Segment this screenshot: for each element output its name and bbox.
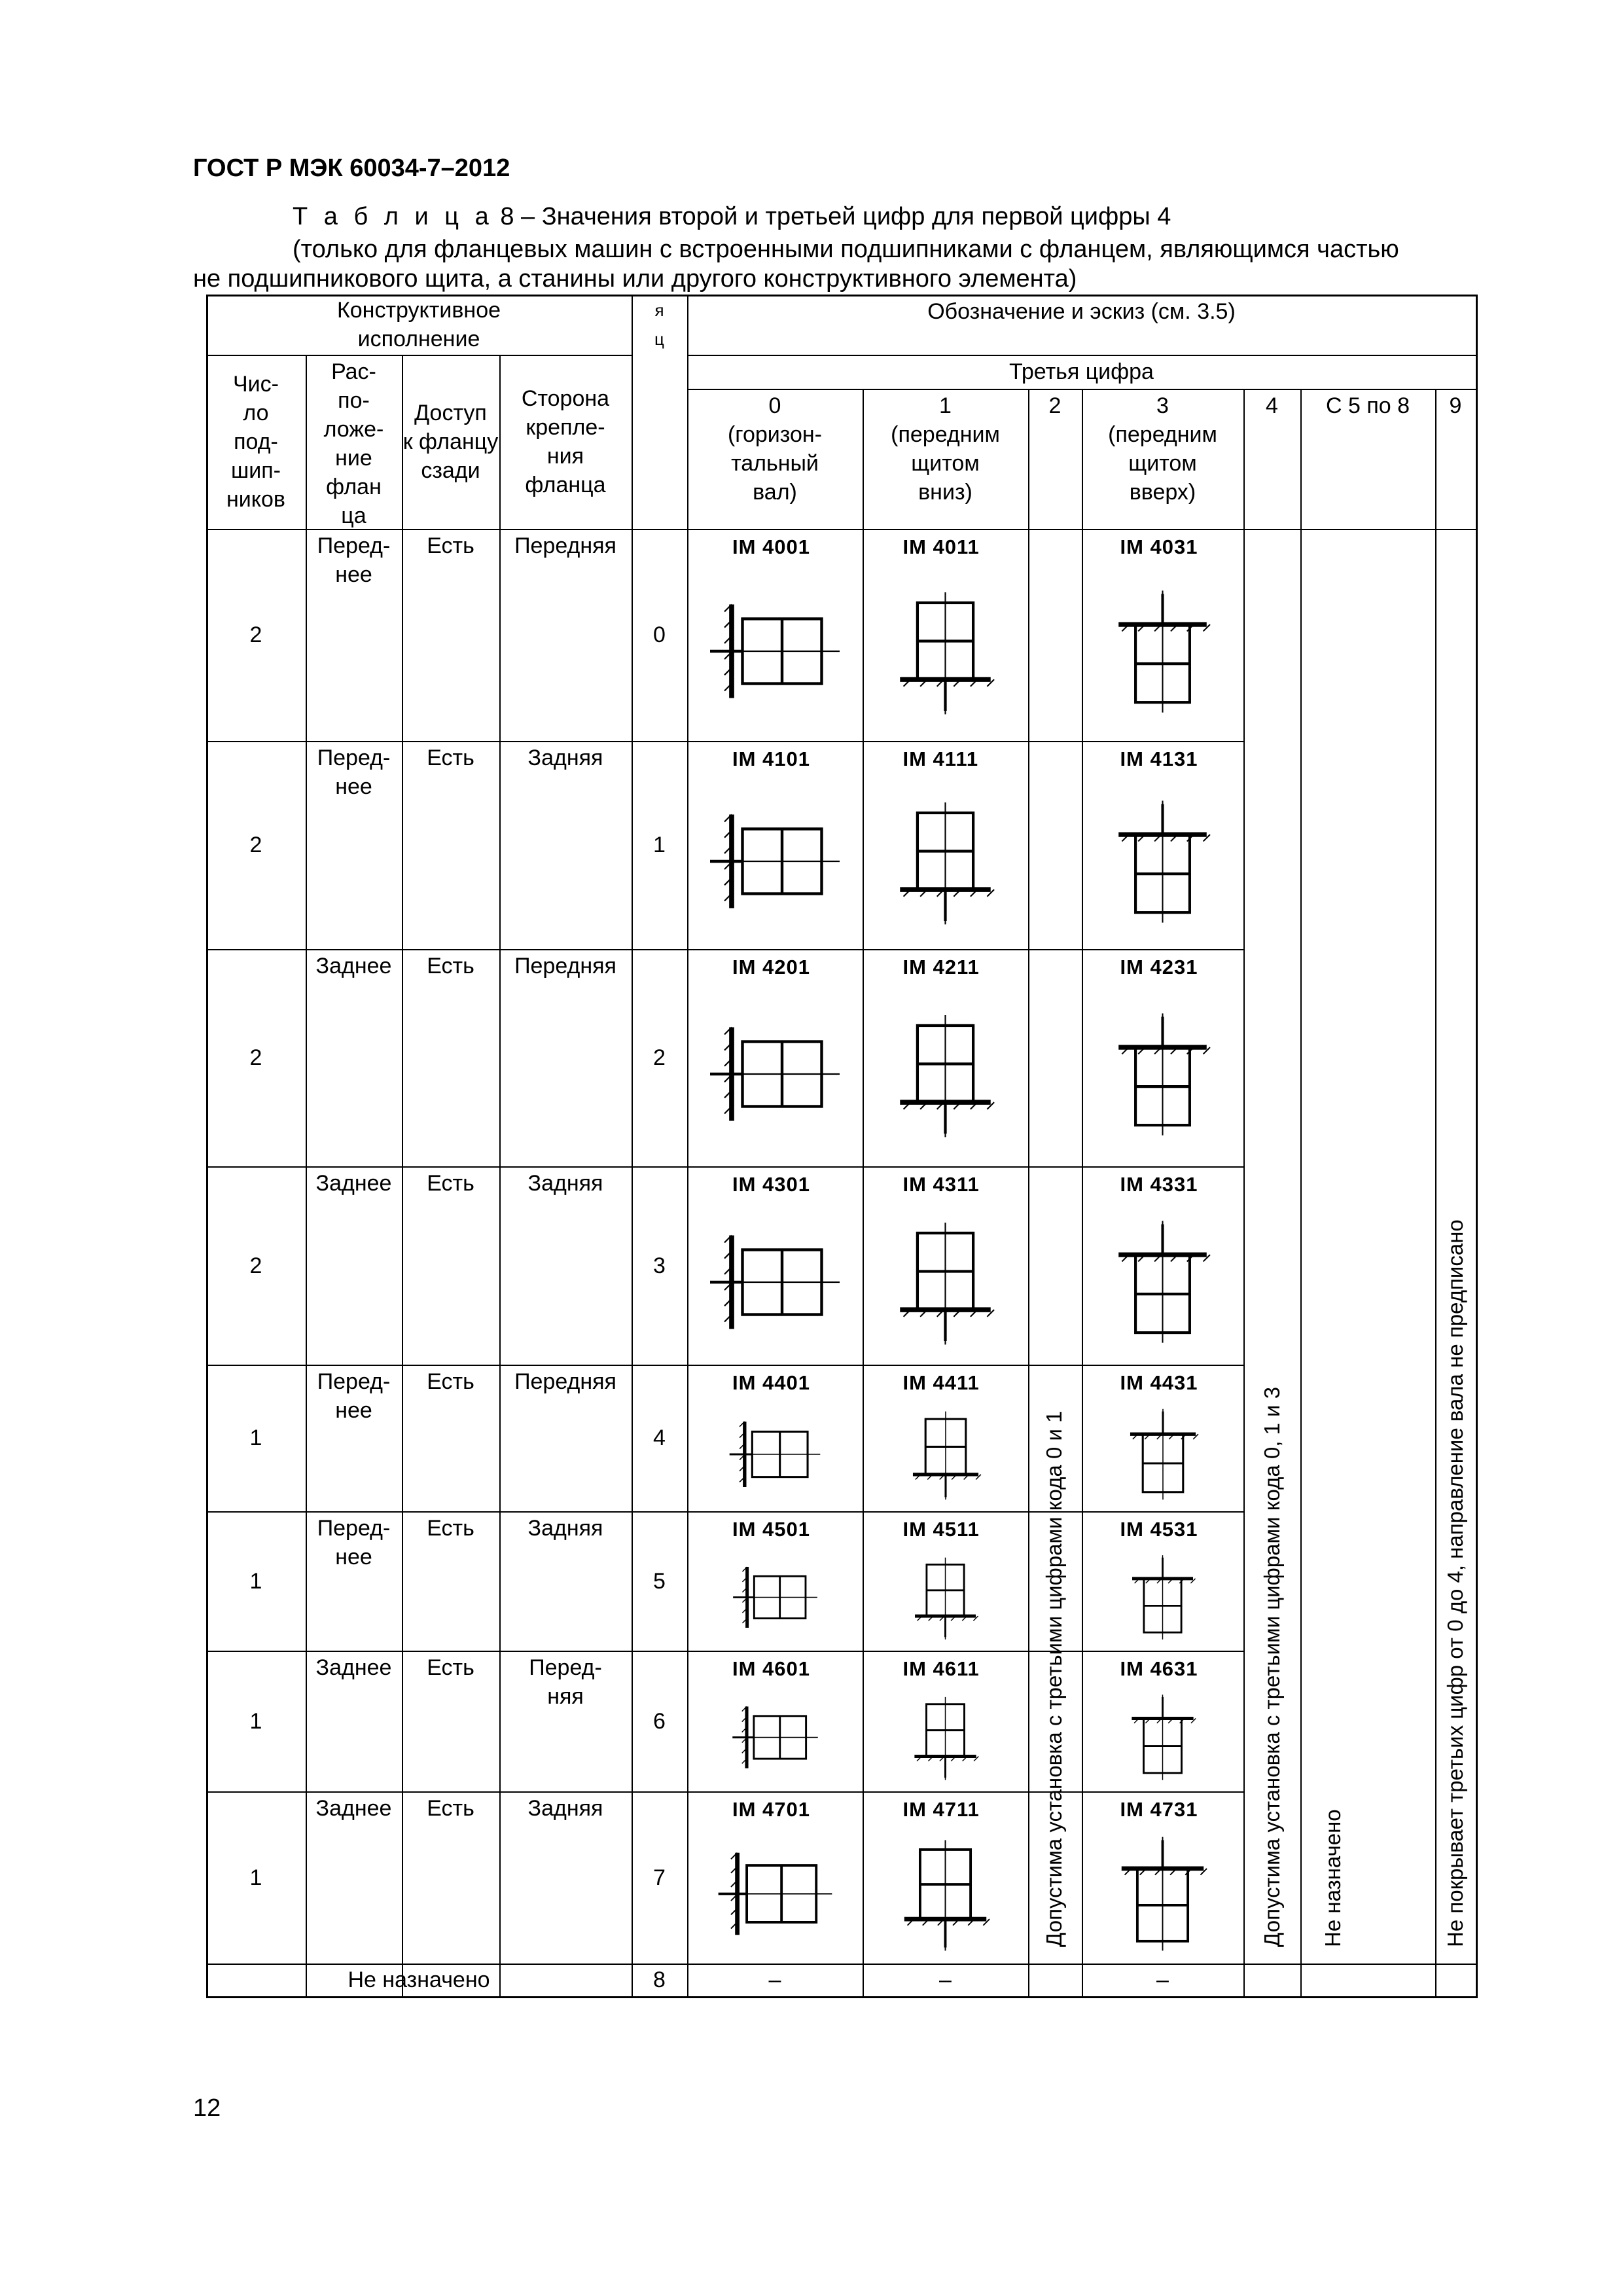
- row-4-im0-sketch: [724, 1404, 825, 1508]
- row-4-position: Перед- нее: [317, 1369, 391, 1423]
- row-0-side: Передняя: [514, 533, 616, 558]
- row-3-side: Задняя: [527, 1171, 603, 1196]
- row-1-im3-sketch: [1095, 794, 1230, 933]
- row-2-im0-code: IM 4201: [732, 956, 811, 978]
- row-0-im0-code: IM 4001: [732, 535, 811, 558]
- row-3-access: Есть: [427, 1171, 474, 1196]
- row-2-im1-code: IM 4211: [902, 956, 980, 978]
- third-digit-2: 2: [1048, 393, 1061, 418]
- header-flange-side: Сторона крепле- ния фланца: [521, 386, 610, 497]
- row-3-bearings: 2: [249, 1253, 262, 1278]
- table-rule: [1082, 1651, 1243, 1652]
- row-6-access: Есть: [427, 1655, 474, 1680]
- row-0-im3-sketch: [1095, 584, 1230, 723]
- note-col-9: Не покрывает третьих цифр от 0 до 4, направление вала не предписано: [1443, 1219, 1467, 1947]
- row-0-im1-sketch: [876, 582, 1015, 725]
- row-5-im0-sketch: [728, 1551, 822, 1647]
- row-5-access: Есть: [427, 1516, 474, 1541]
- row-1-side: Задняя: [527, 745, 603, 770]
- table-rule: [687, 295, 688, 1996]
- footer-dash-1: –: [939, 1967, 952, 1992]
- table-rule: [1300, 389, 1302, 1996]
- row-5-digit: 5: [653, 1568, 666, 1594]
- row-7-access: Есть: [427, 1796, 474, 1821]
- row-1-im3-code: IM 4131: [1120, 747, 1198, 770]
- table-rule: [1435, 389, 1436, 1996]
- row-1-position: Перед- нее: [317, 745, 391, 799]
- row-6-position: Заднее: [315, 1655, 392, 1680]
- row-4-access: Есть: [427, 1369, 474, 1394]
- caption-title: 8 – Значения второй и третьей цифр для первой цифры 4: [500, 203, 1171, 230]
- row-1-digit: 1: [653, 833, 666, 857]
- row-3-im0-sketch: [703, 1210, 847, 1357]
- row-7-digit: 7: [653, 1865, 666, 1890]
- caption-line-3: не подшипникового щита, а станины или другого конструктивного элемента): [193, 265, 1077, 293]
- row-6-im3-code: IM 4631: [1120, 1657, 1198, 1680]
- table-rule: [1028, 389, 1029, 1996]
- row-1-im0-sketch: [703, 789, 847, 937]
- row-3-im1-sketch: [876, 1212, 1015, 1355]
- row-4-bearings: 1: [249, 1426, 262, 1450]
- note-col-2: Допустима установка с третьими цифрами кода 0 и 1: [1042, 1410, 1066, 1947]
- row-0-position: Перед- нее: [317, 533, 391, 587]
- table-bottom-rule: [206, 1996, 1476, 1998]
- row-2-im0-sketch: [703, 1002, 847, 1149]
- row-0-bearings: 2: [249, 622, 262, 647]
- note-col-4: Допустима установка с третьими цифрами кода 0, 1 и 3: [1260, 1386, 1284, 1947]
- row-5-im0-code: IM 4501: [732, 1518, 811, 1541]
- row-7-im3-code: IM 4731: [1120, 1798, 1198, 1821]
- third-digit-4: 4: [1266, 393, 1278, 418]
- row-6-im3-sketch: [1115, 1690, 1210, 1788]
- row-6-im0-code: IM 4601: [732, 1657, 811, 1680]
- row-3-im0-code: IM 4301: [732, 1173, 811, 1196]
- row-5-bearings: 1: [249, 1568, 262, 1594]
- row-0-im3-code: IM 4031: [1120, 535, 1198, 558]
- row-1-im1-sketch: [876, 792, 1015, 935]
- row-6-digit: 6: [653, 1708, 666, 1734]
- row-7-im0-sketch: [712, 1831, 838, 1960]
- row-7-side: Задняя: [527, 1796, 603, 1821]
- caption-label: Т а б л и ц а: [293, 203, 493, 230]
- row-4-im1-sketch: [895, 1404, 996, 1508]
- row-2-im3-sketch: [1095, 1007, 1230, 1145]
- row-6-side: Перед- няя: [529, 1655, 602, 1709]
- row-7-im1-code: IM 4711: [902, 1798, 980, 1821]
- row-3-digit: 3: [653, 1253, 666, 1278]
- row-3-im3-sketch: [1095, 1214, 1230, 1353]
- table-rule: [1082, 1511, 1243, 1513]
- row-2-im1-sketch: [876, 1005, 1015, 1147]
- row-4-im1-code: IM 4411: [902, 1371, 980, 1394]
- third-digit-0: 0 (горизон- тальный вал): [727, 393, 822, 505]
- row-6-bearings: 1: [249, 1708, 262, 1734]
- document-header: ГОСТ Р МЭК 60034-7–2012: [193, 154, 510, 182]
- row-0-im0-sketch: [703, 579, 847, 726]
- row-3-im3-code: IM 4331: [1120, 1173, 1198, 1196]
- third-digit-5: С 5 по 8: [1325, 393, 1410, 418]
- third-digit-6: 9: [1449, 393, 1462, 418]
- row-4-digit: 4: [653, 1426, 666, 1450]
- row-3-im1-code: IM 4311: [902, 1173, 980, 1196]
- third-digit-3: 3 (передним щитом вверх): [1108, 393, 1217, 505]
- caption-line-2: (только для фланцевых машин с встроенными подшипниками с фланцем, являющимся частью: [293, 236, 1399, 263]
- row-3-position: Заднее: [315, 1171, 392, 1196]
- row-6-im0-sketch: [728, 1690, 823, 1788]
- third-digit-1: 1 (передним щитом вниз): [891, 393, 1000, 505]
- row-5-side: Задняя: [527, 1516, 603, 1541]
- row-5-im3-sketch: [1116, 1551, 1209, 1647]
- row-1-bearings: 2: [249, 833, 262, 857]
- row-4-im3-code: IM 4431: [1120, 1371, 1198, 1394]
- row-5-im1-code: IM 4511: [902, 1518, 980, 1541]
- header-second-digit: я ц: [654, 300, 664, 349]
- row-4-im3-sketch: [1113, 1404, 1213, 1508]
- row-1-access: Есть: [427, 745, 474, 770]
- row-6-im1-sketch: [898, 1690, 993, 1788]
- row-7-bearings: 1: [249, 1865, 262, 1890]
- header-third-digit: Третья цифра: [1009, 359, 1154, 384]
- table-rule: [1243, 389, 1245, 1996]
- table-rule: [1082, 1791, 1243, 1793]
- row-4-im0-code: IM 4401: [732, 1371, 811, 1394]
- row-2-bearings: 2: [249, 1045, 262, 1070]
- note-col-5-8: Не назначено: [1321, 1809, 1345, 1947]
- footer-dash-3: –: [1156, 1967, 1169, 1992]
- row-1-im0-code: IM 4101: [732, 747, 811, 770]
- header-access: Доступ к фланцу сзади: [402, 401, 499, 483]
- row-1-im1-code: IM 4111: [902, 747, 979, 770]
- header-design: Конструктивное исполнение: [336, 298, 501, 351]
- header-designation: Обозначение и эскиз (см. 3.5): [927, 299, 1236, 324]
- row-2-position: Заднее: [315, 954, 392, 978]
- row-6-im1-code: IM 4611: [902, 1657, 980, 1680]
- table-rule: [1082, 949, 1243, 950]
- row-7-im0-code: IM 4701: [732, 1798, 811, 1821]
- row-0-im1-code: IM 4011: [902, 535, 980, 558]
- row-0-digit: 0: [653, 622, 666, 647]
- row-7-position: Заднее: [315, 1796, 392, 1821]
- footer-label: Не назначено: [348, 1967, 490, 1992]
- row-7-im3-sketch: [1099, 1831, 1226, 1960]
- row-0-access: Есть: [427, 533, 474, 558]
- row-5-position: Перед- нее: [317, 1516, 391, 1570]
- table-rule: [1082, 741, 1243, 742]
- table-rule: [1082, 1365, 1243, 1366]
- table-rule: [1082, 389, 1083, 1996]
- row-4-side: Передняя: [514, 1369, 616, 1394]
- row-2-side: Передняя: [514, 954, 616, 978]
- footer-digit: 8: [653, 1967, 666, 1992]
- table-rule: [1082, 1166, 1243, 1168]
- header-flange-position: Рас- по- ложе- ние флан ца: [323, 359, 384, 528]
- row-5-im3-code: IM 4531: [1120, 1518, 1198, 1541]
- header-bearings: Чис- ло под- шип- ников: [226, 372, 285, 512]
- row-2-im3-code: IM 4231: [1120, 956, 1198, 978]
- row-2-access: Есть: [427, 954, 474, 978]
- row-5-im1-sketch: [899, 1551, 992, 1647]
- page-number: 12: [193, 2094, 221, 2122]
- table-rule: [863, 389, 864, 1996]
- row-2-digit: 2: [653, 1045, 666, 1070]
- row-7-im1-sketch: [882, 1831, 1008, 1960]
- footer-dash-0: –: [768, 1967, 781, 1992]
- table-right-rule: [1476, 295, 1478, 1998]
